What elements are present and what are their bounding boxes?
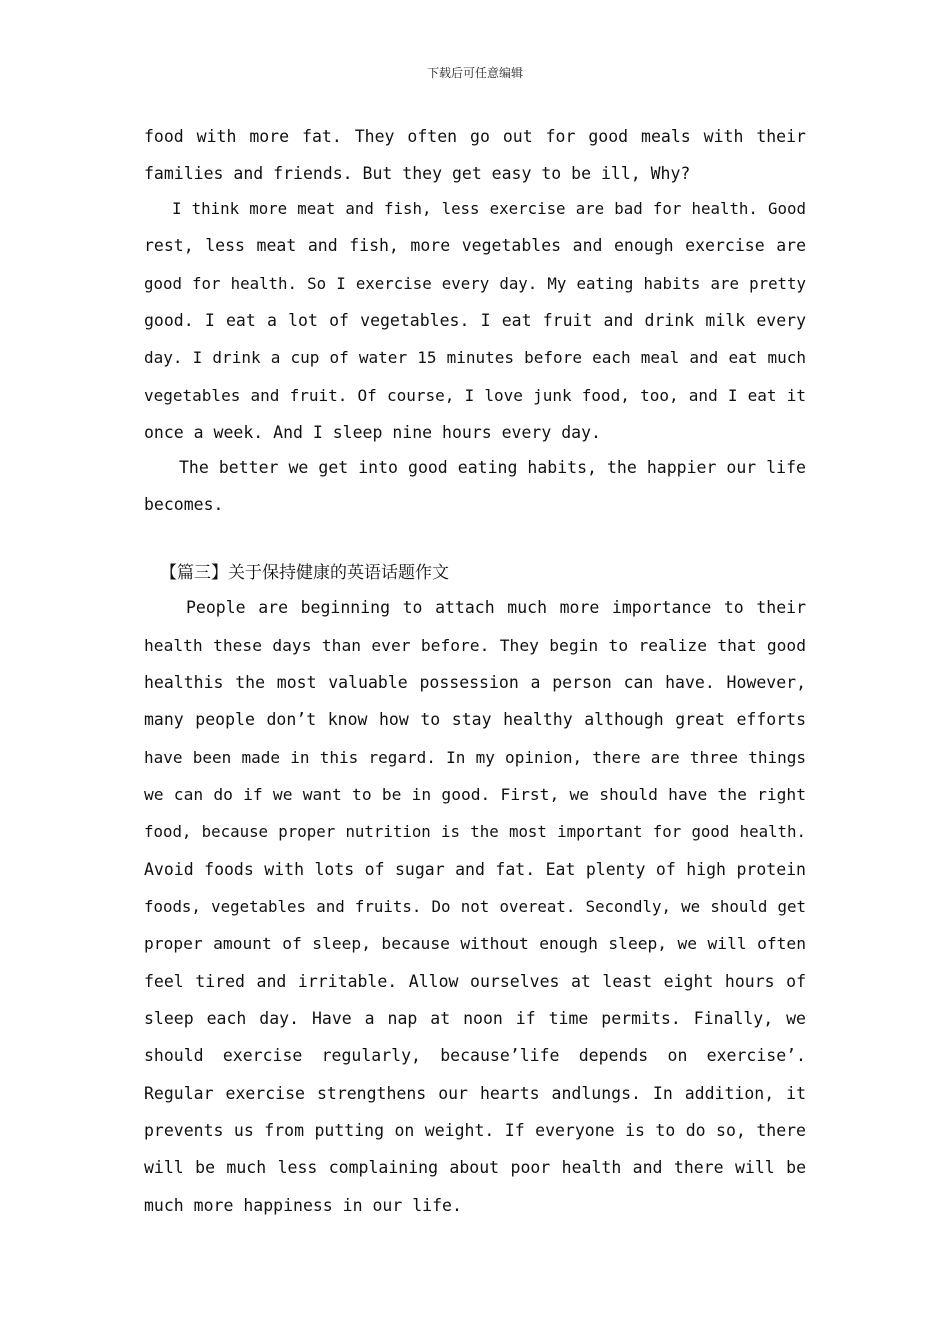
- paragraph-line: People are beginning to attach much more importance to their: [186, 598, 806, 617]
- paragraph-line: foods, vegetables and fruits. Do not overeat. Secondly, we should get: [144, 897, 806, 916]
- paragraph-line: good for health. So I exercise every day. My eating habits are pretty: [144, 274, 806, 293]
- paragraph-line: day. I drink a cup of water 15 minutes before each meal and eat much: [144, 348, 806, 367]
- paragraph-line: vegetables and fruit. Of course, I love junk food, too, and I eat it: [144, 386, 806, 405]
- paragraph-line: proper amount of sleep, because without enough sleep, we will often: [144, 934, 806, 953]
- paragraph-line: food, because proper nutrition is the most important for good health.: [144, 822, 806, 841]
- paragraph-line: have been made in this regard. In my opinion, there are three things: [144, 748, 806, 767]
- paragraph-line: health these days than ever before. They begin to realize that good: [144, 636, 806, 655]
- paragraph-line: much more happiness in our life.: [144, 1196, 462, 1215]
- paragraph-line: should exercise regularly, because’life depends on exercise’.: [144, 1046, 806, 1065]
- section-heading: 【篇三】关于保持健康的英语话题作文: [160, 563, 449, 583]
- paragraph-line: food with more fat. They often go out for good meals with their: [144, 127, 806, 146]
- paragraph-line: Avoid foods with lots of sugar and fat. Eat plenty of high protein: [144, 860, 806, 879]
- paragraph-line: we can do if we want to be in good. First, we should have the right: [144, 785, 806, 804]
- paragraph-line: good. I eat a lot of vegetables. I eat fruit and drink milk every: [144, 311, 806, 330]
- paragraph-line: prevents us from putting on weight. If everyone is to do so, there: [144, 1121, 806, 1140]
- paragraph-line: many people don’t know how to stay healthy although great efforts: [144, 710, 806, 729]
- paragraph-line: becomes.: [144, 495, 224, 514]
- paragraph-line: healthis the most valuable possession a person can have. However,: [144, 673, 806, 692]
- paragraph-line: once a week. And I sleep nine hours every day.: [144, 423, 601, 442]
- paragraph-line: will be much less complaining about poor health and there will be: [144, 1158, 806, 1177]
- paragraph-line: Regular exercise strengthens our hearts andlungs. In addition, it: [144, 1084, 806, 1103]
- page-header: 下载后可任意编辑: [426, 66, 523, 80]
- paragraph-line: families and friends. But they get easy to be ill, Why?: [144, 164, 691, 183]
- paragraph-line: sleep each day. Have a nap at noon if time permits. Finally, we: [144, 1009, 806, 1028]
- paragraph-line: feel tired and irritable. Allow ourselves at least eight hours of: [144, 972, 806, 991]
- paragraph-line: rest, less meat and fish, more vegetables and enough exercise are: [144, 236, 806, 255]
- paragraph-line: I think more meat and fish, less exercise are bad for health. Good: [172, 199, 806, 218]
- paragraph-line: The better we get into good eating habits, the happier our life: [179, 458, 806, 477]
